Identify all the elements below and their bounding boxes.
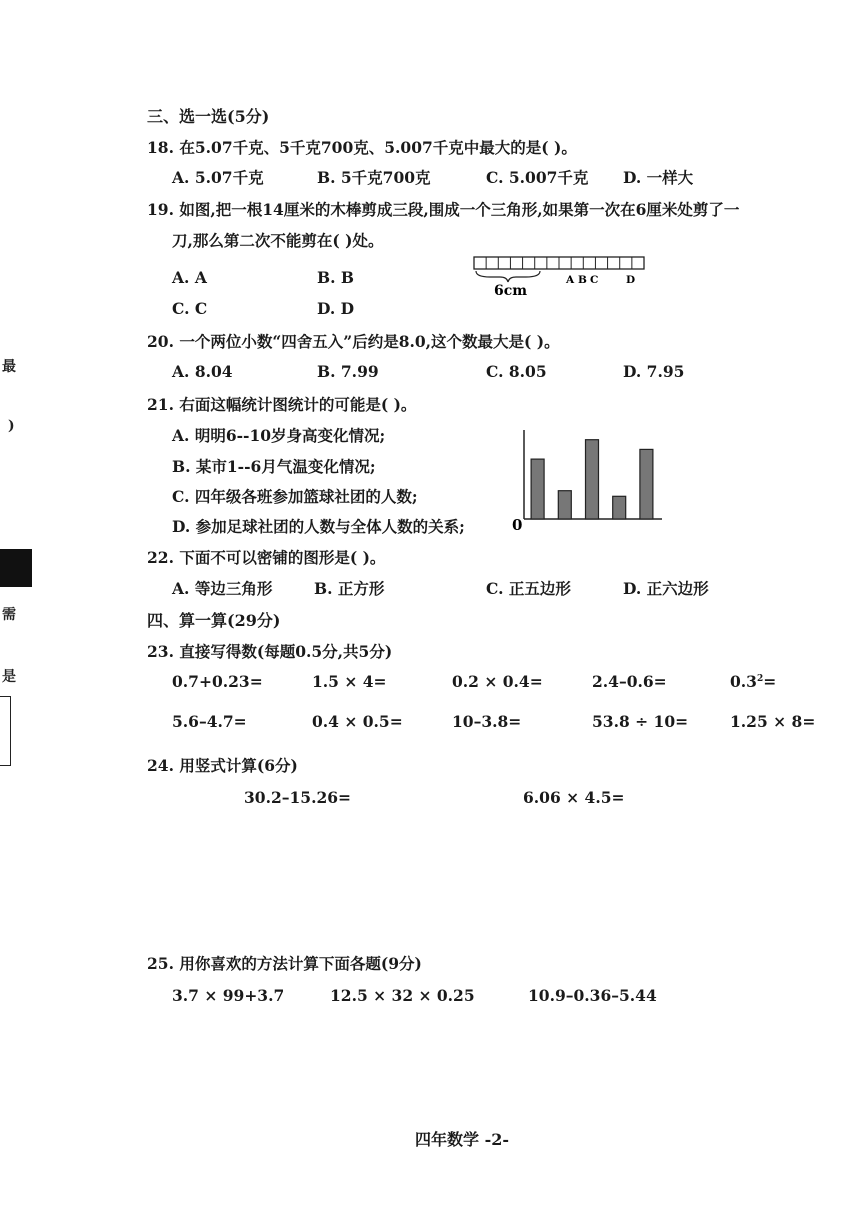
q19-text-line2: 刀,那么第二次不能剪在( )处。 xyxy=(172,231,384,250)
q18-option-b: B. 5千克700克 xyxy=(317,168,431,187)
section4-title: 四、算一算(29分) xyxy=(147,611,281,630)
ruler-point-d: D xyxy=(626,274,636,286)
margin-char: 最 xyxy=(2,359,16,375)
q23-item: 5.6–4.7= xyxy=(172,712,247,731)
chart-bar-3 xyxy=(586,440,599,519)
q22-option-b: B. 正方形 xyxy=(314,579,385,598)
q19-option-d: D. D xyxy=(317,299,355,318)
margin-char: 需 xyxy=(2,607,16,623)
margin-black-block xyxy=(0,549,32,587)
q24-item: 6.06 × 4.5= xyxy=(523,788,625,807)
q23-item: 0.4 × 0.5= xyxy=(312,712,403,731)
q20-option-a: A. 8.04 xyxy=(172,362,233,381)
ruler-point-b: B xyxy=(578,274,587,286)
q20-text: 20. 一个两位小数“四舍五入”后约是8.0,这个数最大是( )。 xyxy=(147,332,560,351)
q18-text: 18. 在5.07千克、5千克700克、5.007千克中最大的是( )。 xyxy=(147,138,577,157)
q20-option-d: D. 7.95 xyxy=(623,362,685,381)
q19-option-c: C. C xyxy=(172,299,208,318)
q21-text: 21. 右面这幅统计图统计的可能是( )。 xyxy=(147,395,417,414)
q25-title: 25. 用你喜欢的方法计算下面各题(9分) xyxy=(147,954,422,973)
margin-char: ) xyxy=(8,418,15,434)
q21-option-c: C. 四年级各班参加篮球社团的人数; xyxy=(172,487,418,506)
q18-option-a: A. 5.07千克 xyxy=(172,168,264,187)
q22-option-a: A. 等边三角形 xyxy=(172,579,273,598)
q19-text-line1: 19. 如图,把一根14厘米的木棒剪成三段,围成一个三角形,如果第一次在6厘米处剪了一 xyxy=(147,200,740,219)
q23-item: 1.25 × 8= xyxy=(730,712,816,731)
q21-option-a: A. 明明6--10岁身高变化情况; xyxy=(172,426,386,445)
q25-item: 3.7 × 99+3.7 xyxy=(172,986,285,1005)
q23-item: 0.2 × 0.4= xyxy=(452,672,543,691)
page-footer: 四年数学 -2- xyxy=(415,1130,509,1149)
q23-item: 10–3.8= xyxy=(452,712,522,731)
q23-item-square: $0.3^2=$ xyxy=(730,672,777,691)
q23-title: 23. 直接写得数(每题0.5分,共5分) xyxy=(147,642,393,661)
ruler-length-label: 6cm xyxy=(494,283,528,298)
q19-option-a: A. A xyxy=(172,268,207,287)
ruler-ticks xyxy=(486,257,632,269)
chart-bar-1 xyxy=(531,459,544,519)
q18-option-c: C. 5.007千克 xyxy=(486,168,589,187)
q20-option-c: C. 8.05 xyxy=(486,362,547,381)
q21-option-b: B. 某市1--6月气温变化情况; xyxy=(172,457,376,476)
q20-option-b: B. 7.99 xyxy=(317,362,379,381)
q22-option-c: C. 正五边形 xyxy=(486,579,571,598)
chart-bar-5 xyxy=(640,449,653,519)
q21-option-d: D. 参加足球社团的人数与全体人数的关系; xyxy=(172,517,465,536)
margin-char: 是 xyxy=(2,669,16,685)
chart-bar-2 xyxy=(558,491,571,519)
q23-item: 2.4–0.6= xyxy=(592,672,667,691)
q18-option-d: D. 一样大 xyxy=(623,168,694,187)
q23-item: 0.7+0.23= xyxy=(172,672,263,691)
ruler-brace xyxy=(476,271,540,282)
q24-item: 30.2–15.26= xyxy=(244,788,352,807)
chart-origin-label: 0 xyxy=(512,516,523,534)
ruler-point-a: A xyxy=(566,274,575,286)
q25-item: 12.5 × 32 × 0.25 xyxy=(330,986,475,1005)
q22-text: 22. 下面不可以密铺的图形是( )。 xyxy=(147,548,386,567)
q23-item: 1.5 × 4= xyxy=(312,672,387,691)
chart-bar-4 xyxy=(613,496,626,519)
ruler-point-c: C xyxy=(590,274,599,286)
margin-bracket xyxy=(0,696,11,766)
q22-option-d: D. 正六边形 xyxy=(623,579,709,598)
q19-option-b: B. B xyxy=(317,268,354,287)
q23-item: 53.8 ÷ 10= xyxy=(592,712,689,731)
section3-title: 三、选一选(5分) xyxy=(147,107,270,126)
bar-chart xyxy=(508,424,668,534)
q25-item: 10.9–0.36–5.44 xyxy=(528,986,657,1005)
q24-title: 24. 用竖式计算(6分) xyxy=(147,756,298,775)
ruler-figure xyxy=(470,252,652,298)
